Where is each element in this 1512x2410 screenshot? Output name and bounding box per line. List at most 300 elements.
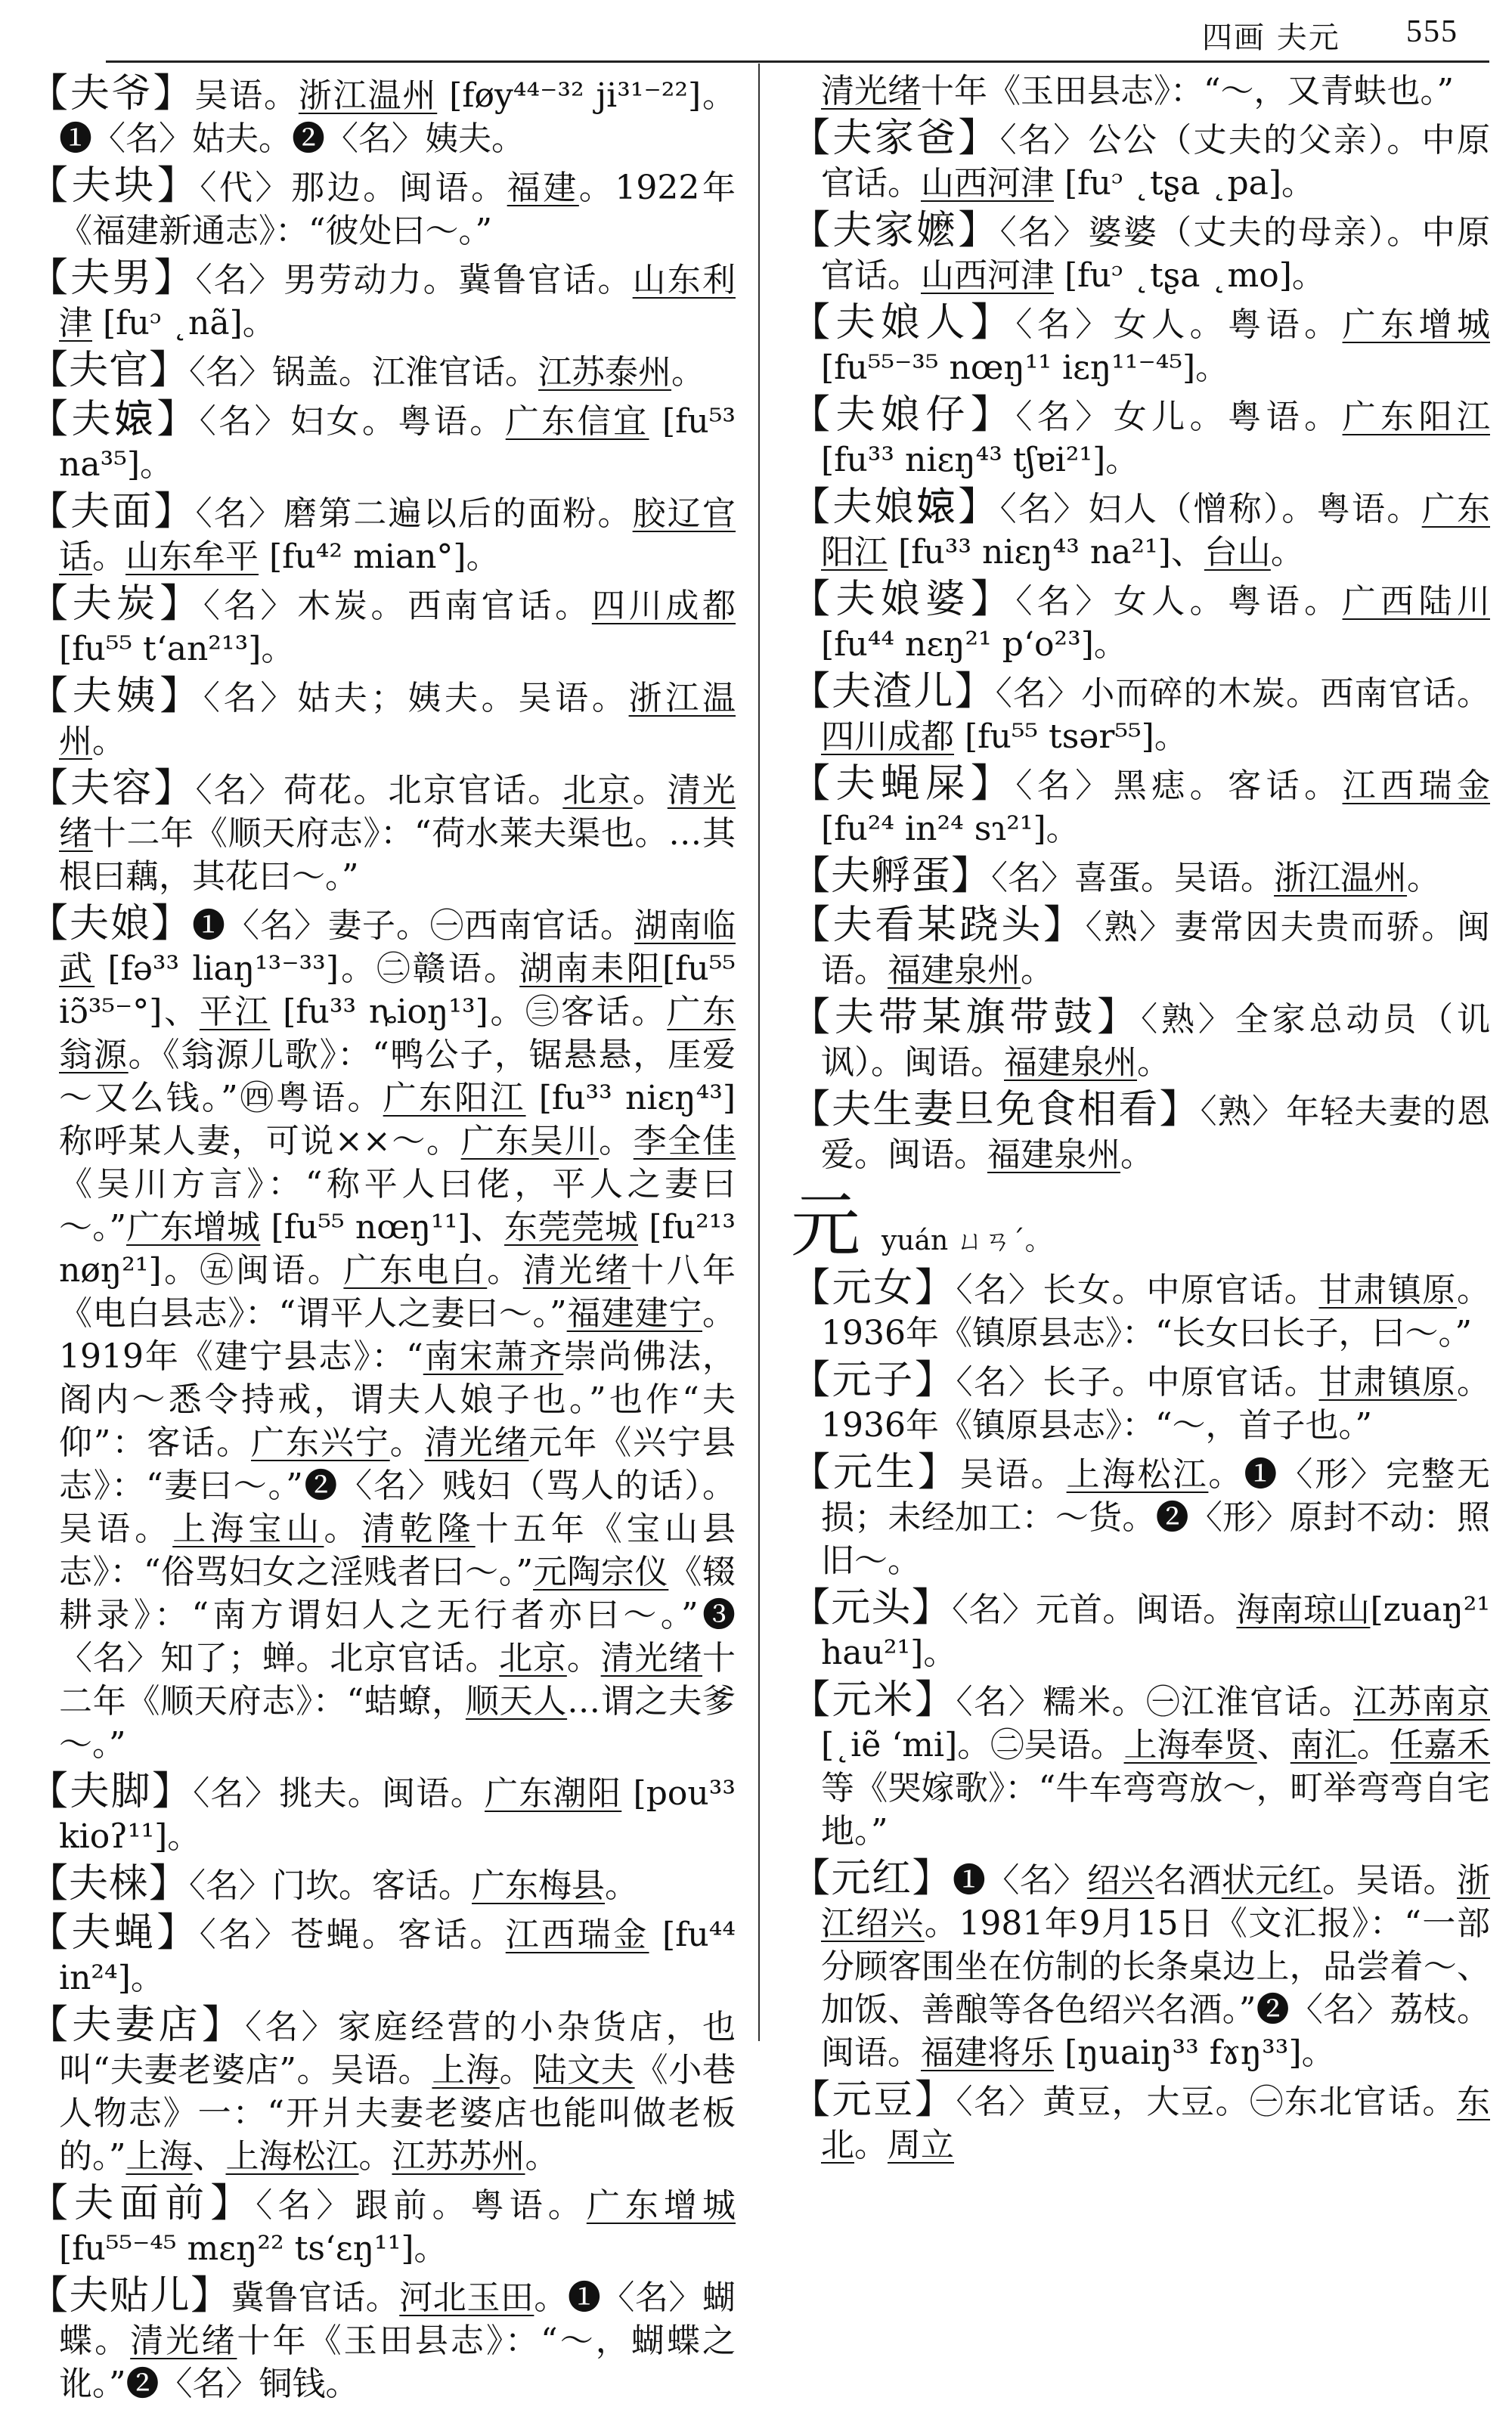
entry-text: 〈名〉黄豆，大豆。㊀东北官话。 <box>956 2083 1457 2121</box>
place-name: 广东阳江 <box>383 1079 526 1117</box>
entry-text: 〈名〉元首。闽语。 <box>952 1591 1237 1629</box>
headword: 夫蝇屎 <box>835 761 971 807</box>
place-name: 上海宝山 <box>172 1510 324 1548</box>
bracket-open: 【 <box>791 116 833 161</box>
entry-text: 吴语。 <box>194 76 299 115</box>
dictionary-entry <box>791 1267 1490 1355</box>
bracket-close: 】 <box>156 163 200 209</box>
bracket-close: 】 <box>160 674 203 719</box>
entry-text: [fu³³ niɛŋ⁴³ na²¹]、 <box>888 533 1204 572</box>
place-name: 四川成都 <box>821 717 954 756</box>
entry-text: 。 <box>854 2126 888 2164</box>
place-name: 清光绪 <box>59 771 736 853</box>
entry-text: [fu⁴⁴ in²⁴]。 <box>59 1916 736 1997</box>
bracket-open: 【 <box>29 348 70 393</box>
place-name: 浙江温州 <box>1274 859 1408 897</box>
entry-text: 〈名〉男劳动力。冀鲁官话。 <box>195 261 633 299</box>
place-name: 陆文夫 <box>533 2051 635 2089</box>
place-name: 甘肃镇原 <box>1318 1271 1457 1309</box>
bracket-close: 】 <box>149 1861 190 1907</box>
place-name: 江西瑞金 <box>1342 767 1490 805</box>
dictionary-entry <box>29 73 736 160</box>
headword: 夫爷 <box>70 71 153 116</box>
head-character-entry <box>791 1185 1490 1266</box>
place-name: 南汇 <box>1290 1726 1357 1764</box>
bracket-close: 】 <box>970 300 1016 345</box>
bracket-open: 【 <box>791 1856 832 1901</box>
dictionary-entry <box>791 302 1490 389</box>
bracket-open: 【 <box>791 1358 832 1403</box>
entry-text: 。❶〈形〉完整无损；未经加工：～货。❷〈形〉原封不动：照旧～。 <box>821 1455 1490 1580</box>
header-rule <box>106 60 1489 63</box>
entry-text: [ŋuaiŋ³³ fɤŋ³³]。 <box>1054 2034 1335 2072</box>
entry-text: 。 <box>632 771 668 810</box>
bracket-close: 】 <box>970 761 1016 807</box>
place-name: 江苏泰州 <box>538 353 672 392</box>
bracket-close: 】 <box>914 1677 956 1723</box>
dictionary-entry <box>29 1770 736 1858</box>
bracket-open: 【 <box>29 2003 73 2048</box>
entry-text: 〈名〉门坎。客话。 <box>189 1866 472 1905</box>
headword: 夫孵蛋 <box>831 853 952 899</box>
entry-text: 〈名〉长子。中原官话。 <box>956 1363 1319 1402</box>
dictionary-entry <box>29 165 736 252</box>
entry-text: 。 <box>671 353 705 392</box>
place-name: 广东电白 <box>343 1251 488 1290</box>
entry-text: 。 <box>1407 859 1441 897</box>
entry-text: 。 <box>1270 533 1304 572</box>
place-name: 福建 <box>507 169 579 207</box>
entry-text: [fu⁵⁵ nœŋ¹¹]、 <box>260 1208 505 1247</box>
bracket-open: 【 <box>791 1450 833 1495</box>
entry-text: 。 <box>1356 1726 1390 1764</box>
place-name: 广东吴川 <box>460 1122 600 1160</box>
entry-text: 十八年《电白县志》：“谓平人之妻曰～。” <box>59 1251 736 1333</box>
entry-text: 吴语。 <box>959 1455 1067 1494</box>
place-name: 浙江温州 <box>298 76 438 115</box>
place-name: 绍兴 <box>1086 1861 1154 1900</box>
dictionary-entry <box>791 1679 1490 1853</box>
entry-text: 〈名〉家庭经营的小杂货店，也叫“夫妻老婆店”。吴语。 <box>59 2008 736 2089</box>
dictionary-entry <box>791 1857 1490 2074</box>
headword: 夫带某旗带鼓 <box>834 995 1098 1040</box>
place-name: 清光绪 <box>600 1639 703 1677</box>
place-name: 胶辽官话 <box>59 494 736 576</box>
bracket-open: 【 <box>791 1677 832 1723</box>
entry-text: 。 <box>358 2137 392 2176</box>
entry-text: 。 <box>92 722 125 760</box>
headword: 元子 <box>832 1358 915 1403</box>
dictionary-entry <box>29 1912 736 2000</box>
bracket-open: 【 <box>791 1585 832 1631</box>
place-name: 山东牟平 <box>125 537 259 576</box>
headword: 夫家爸 <box>832 116 959 161</box>
dictionary-entry <box>791 486 1490 574</box>
entry-text: 十年《玉田县志》：“～，又青蚨也。” <box>921 72 1454 110</box>
bracket-close: 】 <box>201 2003 246 2048</box>
bracket-open: 【 <box>791 485 833 530</box>
headword: 夫面前 <box>74 2181 211 2226</box>
place-name: 福建泉州 <box>987 1135 1120 1174</box>
entry-text: 〈名〉挑夫。闽语。 <box>193 1774 485 1813</box>
place-name: 广西陆川 <box>1342 582 1490 621</box>
left-column <box>29 73 736 2410</box>
dictionary-entry <box>791 117 1490 205</box>
bracket-close: 】 <box>156 397 200 442</box>
headword: 夫块 <box>71 163 157 209</box>
bracket-close: 】 <box>210 2181 256 2226</box>
entry-text: 〈名〉小而碎的木炭。西南官话。 <box>995 674 1490 713</box>
headword: 夫男 <box>70 256 154 301</box>
place-name: 清光绪 <box>522 1251 631 1290</box>
entry-text: 。 <box>525 2137 559 2176</box>
bracket-open: 【 <box>29 2273 70 2319</box>
entry-text: 崇尚佛法，阁内～悉令持戒，谓夫人娘子也。”也作“夫仰”：客话。 <box>59 1337 736 1462</box>
entry-text: 。1919年《建宁县志》：“ <box>59 1294 736 1376</box>
place-name: 广东信宜 <box>505 402 649 441</box>
place-name: 状元红 <box>1221 1861 1323 1900</box>
bracket-open: 【 <box>29 1910 72 1956</box>
entry-text: [zuaŋ²¹ hau²¹]。 <box>821 1591 1490 1672</box>
dictionary-entry <box>29 2182 736 2270</box>
entry-text: [fu⁴⁴ nɛŋ²¹ pʻo²³]。 <box>821 625 1127 664</box>
entry-text: 〈名〉妇女。粤语。 <box>199 402 506 441</box>
entry-text: 〈名〉妇人（憎称）。粤语。 <box>999 490 1422 528</box>
place-name: 清光绪 <box>821 72 921 110</box>
entry-text: 冀鲁官话。 <box>231 2278 400 2317</box>
entry-text: [˛iẽ ʻmi]。㊁吴语。 <box>821 1726 1124 1764</box>
place-name: 清乾隆 <box>361 1510 476 1548</box>
place-name: 上海松江 <box>225 2137 359 2176</box>
place-name: 广东潮阳 <box>485 1774 622 1813</box>
place-name: 浙江绍兴 <box>821 1861 1491 1943</box>
entry-text: [fu²⁴ in²⁴ sɿ²¹]。 <box>821 810 1080 848</box>
dictionary-entry <box>29 349 736 394</box>
place-name: 广东兴宁 <box>251 1423 390 1462</box>
dictionary-entry <box>29 675 736 763</box>
head-character-pinyin: yuán ㄩㄢˊ。 <box>881 1225 1052 1256</box>
place-name: 广东梅县 <box>472 1866 606 1905</box>
dictionary-entry <box>791 996 1490 1084</box>
headword: 夫生妻旦免食相看 <box>832 1087 1160 1132</box>
entry-text: 。 <box>487 1251 523 1290</box>
place-name: 四川成都 <box>591 587 736 625</box>
entry-text: 《小巷人物志》一：“开爿夫妻老婆店也能叫做老板的。” <box>59 2051 736 2176</box>
place-name: 福建泉州 <box>888 951 1021 990</box>
headword: 夫炭 <box>72 581 160 627</box>
entry-text: …谓之夫爹～。” <box>59 1682 736 1764</box>
headword: 夫面 <box>70 489 154 534</box>
entry-text: [fu³³ ȵioŋ¹³]。㊂客话。 <box>270 993 668 1031</box>
entry-text: [fu⁴² mian°]。 <box>259 537 500 576</box>
place-name: 广东增城 <box>1342 305 1490 344</box>
bracket-close: 】 <box>914 2077 956 2123</box>
place-name: 清光绪 <box>424 1423 529 1462</box>
entry-text: 元年《兴宁县志》：“妻曰～。”❷〈名〉贱妇（骂人的话）。吴语。 <box>59 1423 736 1548</box>
place-name: 福建将乐 <box>921 2034 1054 2072</box>
bracket-open: 【 <box>29 163 72 209</box>
bracket-close: 】 <box>151 901 192 946</box>
place-name: 东北 <box>821 2083 1490 2164</box>
place-name: 李全佳 <box>633 1122 736 1160</box>
entry-text: 。 <box>605 1866 639 1905</box>
place-name: 福建建宁 <box>566 1294 702 1333</box>
entry-text: 〈名〉糯米。㊀江淮官话。 <box>956 1683 1354 1721</box>
entry-text: ❶〈名〉 <box>952 1861 1087 1900</box>
bracket-close: 】 <box>914 1265 956 1311</box>
dictionary-entry <box>791 763 1490 850</box>
place-name: 海南琼山 <box>1236 1591 1371 1629</box>
bracket-open: 【 <box>791 995 835 1040</box>
running-header <box>1202 14 1458 57</box>
bracket-open: 【 <box>791 903 833 948</box>
place-name: 周立 <box>888 2126 954 2164</box>
place-name: 江苏苏州 <box>392 2137 525 2176</box>
entry-text: 〈名〉荷花。北京官话。 <box>195 771 563 810</box>
dictionary-entry <box>791 1451 1490 1582</box>
entry-text: 。1922年《福建新通志》：“彼处曰～。” <box>59 169 736 250</box>
headword: 夫看某跷头 <box>832 903 1043 948</box>
bracket-open: 【 <box>791 300 836 345</box>
bracket-close: 】 <box>153 766 196 811</box>
bracket-open: 【 <box>791 392 836 438</box>
bracket-close: 】 <box>156 1910 200 1956</box>
dictionary-entry <box>791 1587 1490 1674</box>
bracket-open: 【 <box>791 853 832 899</box>
place-name: 山西河津 <box>921 164 1054 203</box>
entry-text: 〈名〉女儿。粤语。 <box>1015 398 1343 436</box>
entry-text: [fu⁵⁵ tsər⁵⁵]。 <box>954 717 1188 756</box>
headword: 夫𡟓 <box>71 397 157 442</box>
place-name: 上海松江 <box>1066 1455 1209 1494</box>
entry-text: 。1936年《镇原县志》：“长女曰长子，曰～。” <box>821 1271 1490 1352</box>
dictionary-entry <box>29 2004 736 2178</box>
entry-text: 〈名〉姑夫；姨夫。吴语。 <box>203 679 629 717</box>
place-name: 顺天人 <box>465 1682 568 1721</box>
entry-text: 十二年《顺天府志》：“蛣蟟， <box>59 1639 736 1721</box>
entry-text: 。 <box>1021 951 1054 990</box>
dictionary-entry <box>29 2275 736 2405</box>
entry-text: 。1936年《镇原县志》：“～，首子也。” <box>821 1363 1490 1445</box>
dictionary-entry <box>29 1863 736 1907</box>
bracket-open: 【 <box>29 766 71 811</box>
entry-text: 十二年《顺天府志》：“荷水莱夫渠也。…其根曰藕，其花曰～。” <box>59 814 736 896</box>
entry-text: [fuᵓ ˛tʂa ˛mo]。 <box>1054 256 1325 295</box>
entry-text: 等《哭嫁歌》：“牛车弯弯放～，町举弯弯自宅地。” <box>821 1769 1490 1851</box>
entry-text: 〈名〉女人。粤语。 <box>1015 582 1343 621</box>
place-name: 广东增城 <box>586 2186 736 2225</box>
dictionary-entry <box>791 2079 1490 2167</box>
entry-text: 。 <box>599 1122 634 1160</box>
bracket-close: 】 <box>958 116 1000 161</box>
bracket-close: 】 <box>1043 903 1086 948</box>
entry-text: 〈名〉长女。中原官话。 <box>956 1271 1319 1309</box>
bracket-open: 【 <box>29 397 72 442</box>
head-character: 元 <box>791 1185 861 1266</box>
entry-text: 〈名〉喜蛋。吴语。 <box>991 859 1275 897</box>
headword: 夫妻店 <box>72 2003 202 2048</box>
dictionary-entry <box>791 855 1490 900</box>
entry-text: 。 <box>92 537 125 576</box>
dictionary-entry <box>791 1089 1490 1176</box>
headword: 夫渣儿 <box>832 669 955 714</box>
headword: 夫梾 <box>69 1861 150 1907</box>
entry-text: 十年《玉田县志》：“～，蝴蝶之讹。”❷〈名〉铜钱。 <box>59 2322 736 2403</box>
section-label: 四画 夫元 <box>1202 20 1340 55</box>
bracket-close: 】 <box>153 489 196 534</box>
bracket-close: 】 <box>954 669 996 714</box>
dictionary-entry <box>791 671 1490 758</box>
entry-text: 〈熟〉全家总动员（讥讽）。闽语。 <box>821 1000 1490 1082</box>
continued-text <box>791 70 1490 113</box>
dictionary-entry <box>791 209 1490 297</box>
right-column <box>791 70 1490 2171</box>
entry-text: [fu⁵⁵⁻⁴⁵ mɛŋ²² tsʻɛŋ¹¹]。 <box>59 2229 448 2268</box>
entry-text: 。吴语。 <box>1322 1861 1458 1900</box>
dictionary-entry <box>29 398 736 486</box>
bracket-open: 【 <box>791 669 832 714</box>
bracket-open: 【 <box>29 581 73 627</box>
bracket-close: 】 <box>1097 995 1142 1040</box>
place-name: 元陶宗仪 <box>533 1553 669 1591</box>
bracket-open: 【 <box>791 1087 832 1132</box>
headword: 夫脚 <box>70 1769 152 1814</box>
bracket-open: 【 <box>29 2181 75 2226</box>
dictionary-entry <box>791 1359 1490 1447</box>
entry-text: 〈名〉跟前。粤语。 <box>256 2186 587 2225</box>
place-name: 山东利津 <box>59 261 736 342</box>
entry-text: 名酒 <box>1154 1861 1222 1900</box>
bracket-open: 【 <box>29 256 71 301</box>
entry-text: [pou³³ kioʔ¹¹]。 <box>59 1774 736 1856</box>
bracket-open: 【 <box>29 901 70 946</box>
place-name: 山西河津 <box>921 256 1054 295</box>
bracket-close: 】 <box>160 581 203 627</box>
headword: 元头 <box>831 1585 912 1631</box>
place-name: 湖南临武 <box>59 906 736 988</box>
place-name: 北京 <box>562 771 633 810</box>
headword: 夫娘婆 <box>835 577 971 622</box>
headword: 夫容 <box>70 766 154 811</box>
entry-text: 。 <box>499 2051 534 2089</box>
bracket-close: 】 <box>917 1450 960 1495</box>
dictionary-entry <box>29 491 736 578</box>
entry-text: 〈名〉女人。粤语。 <box>1015 305 1343 344</box>
entry-text: [fu³³ niɛŋ⁴³ tʃɐi²¹]。 <box>821 441 1139 479</box>
entry-text: 〈名〉公公（丈夫的父亲）。中原官话。 <box>821 121 1490 203</box>
headword: 夫贴儿 <box>69 2273 191 2319</box>
page-number: 555 <box>1406 14 1458 49</box>
entry-text: 。❶〈名〉蝴蝶。 <box>59 2278 736 2360</box>
headword: 元米 <box>832 1677 915 1723</box>
headword: 夫家嬷 <box>832 208 959 253</box>
entry-text: [fuᵓ ˛nã]。 <box>92 304 276 342</box>
entry-text: 〈名〉锅盖。江淮官话。 <box>189 353 539 392</box>
bracket-open: 【 <box>791 1265 832 1311</box>
entry-text: 《辍耕录》：“南方谓妇人之无行者亦曰～。”❸〈名〉知了；蝉。北京官话。 <box>59 1553 736 1677</box>
entry-text: 〈名〉苍蝇。客话。 <box>199 1916 506 1954</box>
entry-text: ❶〈名〉妻子。㊀西南官话。 <box>192 906 634 945</box>
bracket-close: 】 <box>912 1856 953 1901</box>
place-name: 平江 <box>199 993 271 1031</box>
entry-text: 。 <box>324 1510 362 1548</box>
bracket-open: 【 <box>29 1861 70 1907</box>
bracket-close: 】 <box>970 392 1016 438</box>
place-name: 任嘉禾 <box>1390 1726 1491 1764</box>
bracket-close: 】 <box>151 1769 194 1814</box>
entry-text: 《吴川方言》：“称平人曰佬，平人之妻曰～。” <box>59 1165 736 1247</box>
entry-text: 、 <box>1256 1726 1290 1764</box>
bracket-open: 【 <box>791 2077 832 2123</box>
entry-text: [fu²¹³ nøŋ²¹]。㊄闽语。 <box>59 1208 736 1290</box>
entry-text: [fu⁵³ na³⁵]。 <box>59 402 736 484</box>
entry-text: 。1981年9月15日《文汇报》：“一部分顾客围坐在仿制的长条桌边上，品尝着～、加饭、善酿等各色绍兴名酒。”❷〈名〉荔枝。闽语。 <box>821 1904 1491 2072</box>
entry-text: 〈名〉黑痣。客话。 <box>1015 767 1343 805</box>
entry-text: 。 <box>566 1639 601 1677</box>
entry-text: 〈名〉木炭。西南官话。 <box>203 587 592 625</box>
place-name: 广东翁源 <box>59 993 736 1074</box>
place-name: 甘肃镇原 <box>1318 1363 1457 1402</box>
column-divider <box>758 64 760 2041</box>
place-name: 广东阳江 <box>1342 398 1490 436</box>
entry-text: 〈名〉磨第二遍以后的面粉。 <box>195 494 633 533</box>
entry-text: 。 <box>1120 1135 1154 1174</box>
bracket-open: 【 <box>791 761 836 807</box>
dictionary-entry <box>29 903 736 1766</box>
entry-text: [fu⁵⁵ tʻan²¹³]。 <box>59 630 295 668</box>
place-name: 江苏南京 <box>1353 1683 1490 1721</box>
bracket-close: 】 <box>149 348 190 393</box>
headword: 夫官 <box>69 348 150 393</box>
entry-text: [fə³³ liaŋ¹³⁻³³]。㊁赣语。 <box>94 949 520 988</box>
bracket-close: 】 <box>153 256 196 301</box>
place-name: 上海奉贤 <box>1123 1726 1257 1764</box>
place-name: 台山 <box>1204 533 1271 572</box>
dictionary-entry <box>791 578 1490 666</box>
dictionary-entry <box>29 257 736 345</box>
bracket-close: 】 <box>970 577 1016 622</box>
bracket-open: 【 <box>29 71 70 116</box>
place-name: 清光绪 <box>130 2322 237 2360</box>
place-name: 湖南耒阳 <box>519 949 662 988</box>
entry-text: [fu³³ niɛŋ⁴³] 称呼某人妻，可说××～。 <box>59 1079 736 1160</box>
dictionary-entry <box>791 904 1490 992</box>
bracket-open: 【 <box>791 577 836 622</box>
bracket-close: 】 <box>911 1585 953 1631</box>
bracket-open: 【 <box>29 489 71 534</box>
bracket-close: 】 <box>153 71 195 116</box>
dictionary-entry <box>791 394 1490 482</box>
dictionary-entry <box>29 583 736 671</box>
entry-text: 。 <box>1137 1043 1170 1082</box>
headword: 元生 <box>832 1450 918 1495</box>
entry-text: 十五年《宝山县志》：“俗骂妇女之淫贱者曰～。” <box>59 1510 736 1591</box>
place-name: 广东阳江 <box>821 490 1491 572</box>
place-name: 浙江温州 <box>59 679 736 760</box>
headword: 夫娘𡟓 <box>832 485 959 530</box>
place-name: 北京 <box>499 1639 567 1677</box>
entry-text: 〈名〉婆婆（丈夫的母亲）。中原官话。 <box>821 213 1490 295</box>
entry-text: 。 <box>389 1423 425 1462</box>
bracket-close: 】 <box>914 1358 956 1403</box>
headword: 夫娘人 <box>835 300 971 345</box>
headword: 夫蝇 <box>71 1910 157 1956</box>
entry-text: [fu⁵⁵ iɔ̃³⁵⁻°]、 <box>59 949 736 1031</box>
entry-text: [fuᵓ ˛tʂa ˛pa]。 <box>1054 164 1315 203</box>
headword: 夫姨 <box>72 674 160 719</box>
entry-text: [fu⁵⁵⁻³⁵ nœŋ¹¹ iɛŋ¹¹⁻⁴⁵]。 <box>821 348 1229 387</box>
place-name: 广东增城 <box>126 1208 261 1247</box>
